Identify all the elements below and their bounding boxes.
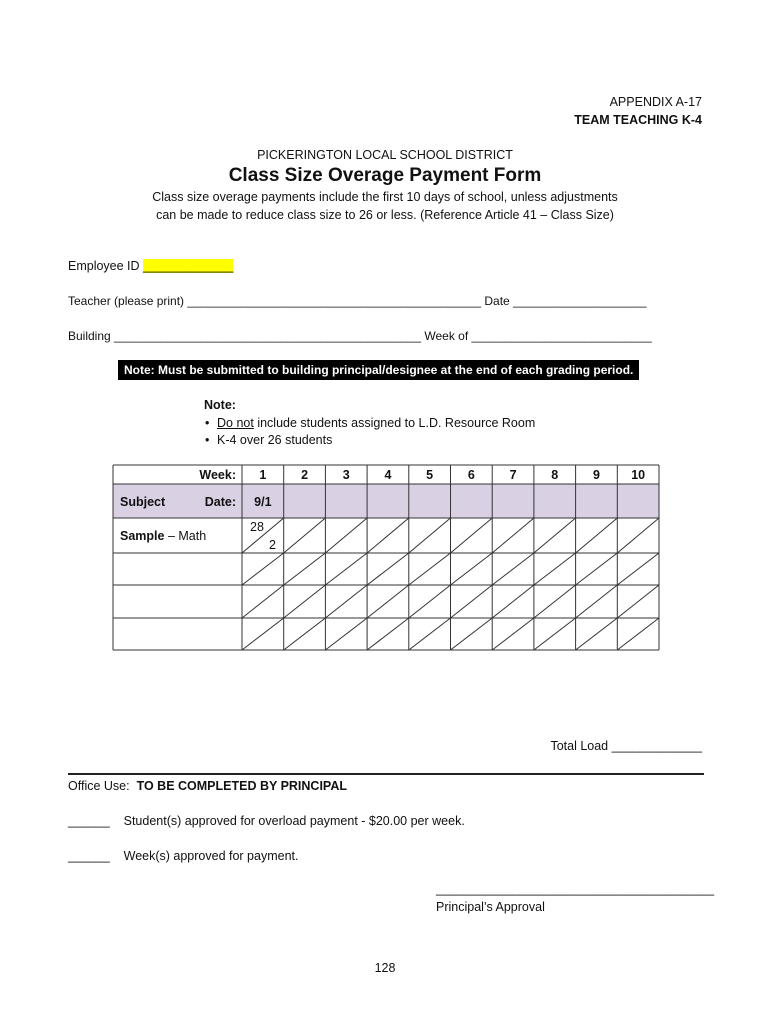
cell-diagonal bbox=[325, 518, 367, 553]
cell-diagonal bbox=[242, 585, 284, 618]
cell-diagonal bbox=[409, 585, 451, 618]
cell-diagonal bbox=[451, 585, 493, 618]
building-week-field[interactable]: Building ______________________________________________ Week of ___________________________ bbox=[68, 329, 652, 343]
sample-bold: Sample bbox=[120, 529, 165, 543]
cell-diagonal bbox=[534, 518, 576, 553]
week-number-8: 8 bbox=[551, 468, 559, 482]
cell-diagonal bbox=[492, 518, 534, 553]
cell-diagonal bbox=[409, 618, 451, 650]
cell-diagonal bbox=[576, 618, 618, 650]
weeks-approved-line[interactable] bbox=[68, 849, 298, 863]
cell-diagonal bbox=[617, 518, 659, 553]
description-line-1: Class size overage payments include the first 10 days of school, unless adjustments bbox=[152, 190, 618, 204]
cell-diagonal bbox=[409, 553, 451, 585]
office-divider bbox=[68, 773, 704, 775]
do-not-text: Do not bbox=[217, 416, 254, 430]
students-approved-line[interactable] bbox=[68, 814, 465, 828]
week-number-4: 4 bbox=[384, 468, 392, 482]
cell-diagonal bbox=[367, 585, 409, 618]
cell-diagonal bbox=[409, 518, 451, 553]
cell-diagonal bbox=[284, 553, 326, 585]
sample-subject: – Math bbox=[164, 529, 207, 543]
cell-diagonal bbox=[492, 618, 534, 650]
cell-diagonal bbox=[325, 553, 367, 585]
week-number-5: 5 bbox=[426, 468, 434, 482]
week-1-date: 9/1 bbox=[254, 495, 272, 509]
description-line-2: can be made to reduce class size to 26 or less. (Reference Article 41 – Class Size) bbox=[156, 208, 614, 222]
submission-note-bar: Note: Must be submitted to building principal/designee at the end of each grading period. bbox=[118, 360, 639, 380]
cell-diagonal bbox=[451, 518, 493, 553]
week-number-6: 6 bbox=[467, 468, 475, 482]
cell-diagonal bbox=[576, 553, 618, 585]
cell-diagonal bbox=[284, 618, 326, 650]
week-number-1: 1 bbox=[259, 468, 267, 482]
total-load-field[interactable]: Total Load _____________ bbox=[550, 739, 702, 753]
cell-diagonal bbox=[492, 553, 534, 585]
appendix-label: APPENDIX A-17 bbox=[609, 95, 702, 109]
note-item-k4: • K-4 over 26 students bbox=[217, 432, 535, 449]
week-label: Week: bbox=[199, 468, 236, 482]
sample-class-size: 28 bbox=[250, 520, 264, 534]
sample-row-label bbox=[120, 529, 206, 543]
cell-diagonal bbox=[617, 553, 659, 585]
subject-label: Subject bbox=[120, 495, 166, 509]
cell-diagonal bbox=[576, 518, 618, 553]
form-title: Class Size Overage Payment Form bbox=[228, 165, 542, 186]
cell-diagonal bbox=[576, 585, 618, 618]
teacher-date-field[interactable]: Teacher (please print) ____________________________________________ Date ____________________ bbox=[68, 294, 647, 308]
cell-diagonal bbox=[242, 618, 284, 650]
sample-overage: 2 bbox=[269, 538, 276, 552]
date-label: Date: bbox=[204, 495, 236, 509]
note-item-1-text: include students assigned to L.D. Resource Room bbox=[253, 416, 536, 430]
cell-diagonal bbox=[242, 553, 284, 585]
cell-diagonal bbox=[617, 618, 659, 650]
cell-diagonal bbox=[284, 585, 326, 618]
district-name: PICKERINGTON LOCAL SCHOOL DISTRICT bbox=[257, 148, 513, 162]
employee-id-blank[interactable]: _____________ bbox=[143, 259, 234, 273]
cell-diagonal bbox=[367, 618, 409, 650]
office-use-heading bbox=[68, 779, 347, 793]
principal-approval-label: Principal’s Approval bbox=[436, 900, 545, 914]
weeks-approved-blank[interactable]: ______ bbox=[68, 849, 110, 863]
team-teaching-label: TEAM TEACHING K-4 bbox=[574, 113, 702, 127]
cell-diagonal bbox=[534, 618, 576, 650]
week-number-7: 7 bbox=[509, 468, 517, 482]
weeks-approved-text: Week(s) approved for payment. bbox=[123, 849, 299, 863]
week-number-10: 10 bbox=[631, 468, 646, 482]
cell-diagonal bbox=[534, 585, 576, 618]
page-number: 128 bbox=[374, 961, 396, 975]
week-number-9: 9 bbox=[592, 468, 600, 482]
students-approved-blank[interactable]: ______ bbox=[68, 814, 110, 828]
cell-diagonal bbox=[367, 518, 409, 553]
cell-diagonal bbox=[367, 553, 409, 585]
office-use-label: Office Use: bbox=[68, 779, 130, 793]
cell-diagonal bbox=[451, 553, 493, 585]
students-approved-text: Student(s) approved for overload payment - $20.00 per week. bbox=[123, 814, 465, 828]
week-number-3: 3 bbox=[342, 468, 350, 482]
cell-diagonal bbox=[284, 518, 326, 553]
date-row-shading bbox=[113, 484, 659, 518]
notes-heading: Note: bbox=[204, 398, 236, 412]
cell-diagonal bbox=[534, 553, 576, 585]
principal-completion-label: TO BE COMPLETED BY PRINCIPAL bbox=[136, 779, 347, 793]
signature-line[interactable]: ________________________________________ bbox=[436, 882, 715, 896]
employee-id-label: Employee ID bbox=[68, 259, 140, 273]
cell-diagonal bbox=[325, 585, 367, 618]
cell-diagonal bbox=[492, 585, 534, 618]
cell-diagonal bbox=[617, 585, 659, 618]
cell-diagonal bbox=[451, 618, 493, 650]
week-number-2: 2 bbox=[301, 468, 309, 482]
cell-diagonal bbox=[325, 618, 367, 650]
